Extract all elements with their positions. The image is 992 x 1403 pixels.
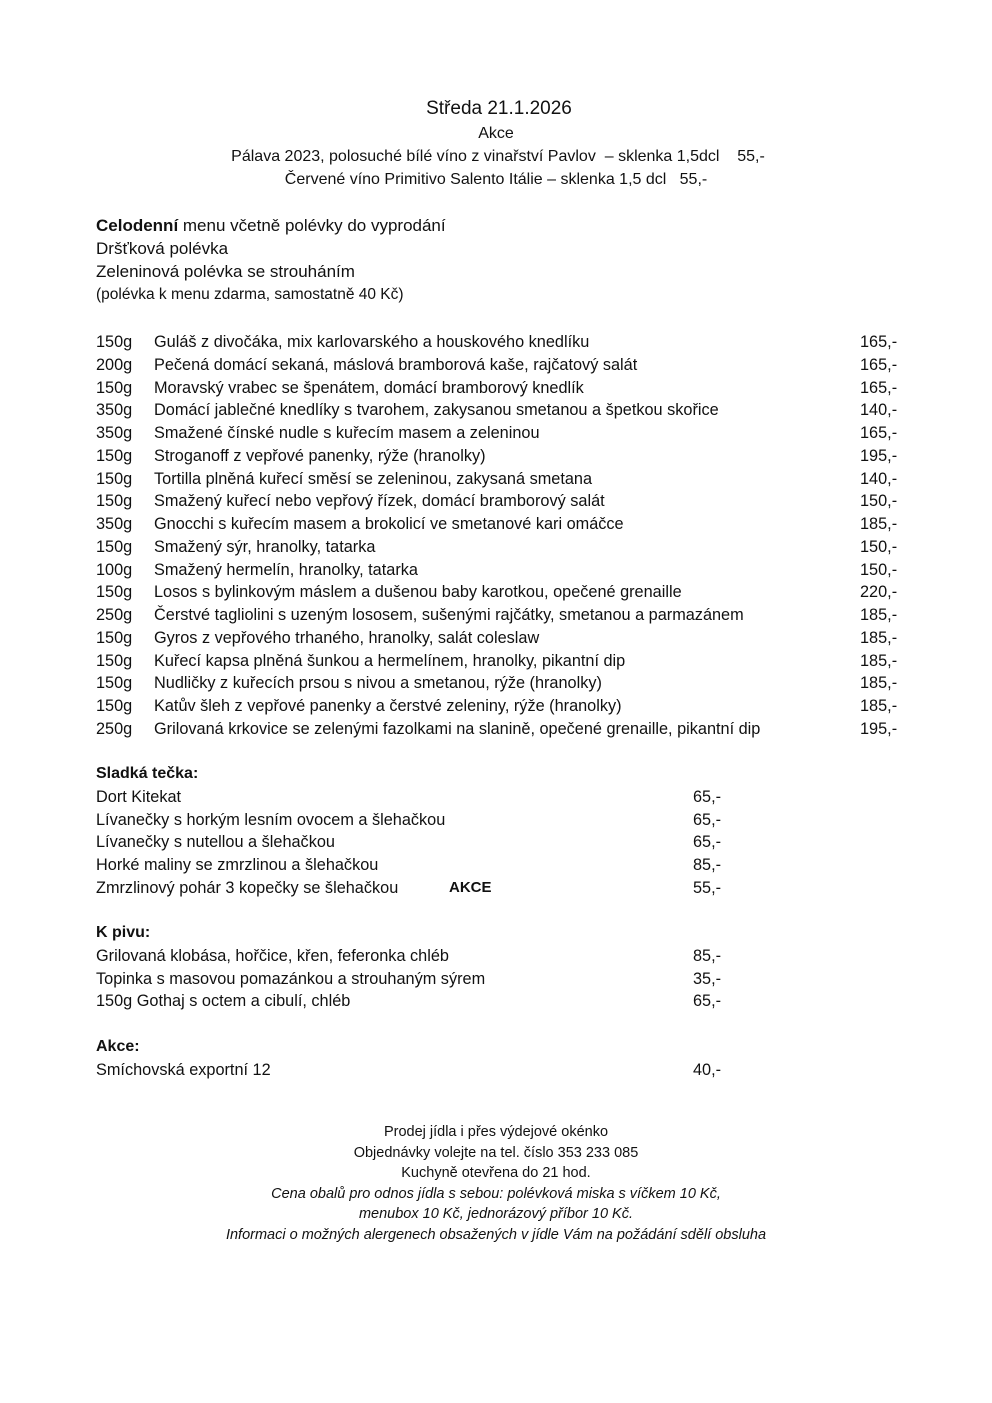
daily-menu-bold: Celodenní <box>96 216 179 235</box>
item-price: 150,- <box>860 560 898 579</box>
item-name: Nudličky z kuřecích prsou s nivou a smetanou, rýže (hranolky) <box>154 674 602 693</box>
item-price: 35,- <box>693 969 722 988</box>
item-name: Zmrzlinový pohár 3 kopečky se šlehačkou <box>96 878 399 897</box>
page-title: Středa 21.1.2026 <box>426 98 572 119</box>
item-name: Grilovaná klobása, hořčice, křen, feferonka chléb <box>96 946 449 965</box>
footer-allergens: Informaci o možných alergenech obsažených v jídle Vám na požádání sdělí obsluha <box>225 1226 767 1243</box>
item-price: 185,- <box>860 651 898 670</box>
item-name: Gyros z vepřového trhaného, hranolky, salát coleslaw <box>154 628 540 647</box>
item-weight: 150g <box>96 583 133 602</box>
menu-item-row <box>96 513 902 536</box>
item-price: 150,- <box>860 537 898 556</box>
item-price: 140,- <box>860 469 898 488</box>
sweets-item-row <box>96 831 736 854</box>
daily-menu-heading <box>96 214 446 237</box>
item-name: Čerstvé tagliolini s uzeným lososem, sušenými rajčátky, smetanou a parmazánem <box>154 606 744 624</box>
item-name: Tortilla plněná kuřecí směsí se zeleninou, zakysaná smetana <box>154 469 593 488</box>
item-name: Grilovaná krkovice se zelenými fazolkami na slanině, opečené grenaille, pikantní dip <box>154 719 761 738</box>
beer-snacks-title: K pivu: <box>96 924 151 941</box>
item-weight: 100g <box>96 560 133 579</box>
item-price: 65,- <box>693 992 722 1011</box>
item-price: 185,- <box>860 628 898 647</box>
item-price: 185,- <box>860 515 898 533</box>
promo-section <box>96 1036 736 1082</box>
footer-packaging: Cena obalů pro odnos jídla s sebou: polévková miska s víčkem 10 Kč, <box>271 1185 721 1202</box>
soup-note: (polévka k menu zdarma, samostatně 40 Kč) <box>96 286 404 303</box>
menu-item-row <box>96 650 902 673</box>
main-dishes-list <box>96 331 902 741</box>
item-price: 65,- <box>693 833 722 852</box>
menu-item-row <box>96 559 902 582</box>
item-price: 185,- <box>860 674 898 693</box>
item-price: 165,- <box>860 333 898 351</box>
item-name: Lívanečky s nutellou a šlehačkou <box>96 833 335 852</box>
item-price: 185,- <box>860 697 898 715</box>
item-weight: 150g <box>96 446 133 465</box>
item-weight: 150g <box>96 537 133 556</box>
menu-item-row <box>96 468 902 491</box>
beer-snacks-section <box>96 922 736 1013</box>
menu-item-row <box>96 445 902 468</box>
item-weight: 150g <box>96 469 133 488</box>
promo-title: Akce: <box>96 1038 140 1055</box>
item-name: Horké maliny se zmrzlinou a šlehačkou <box>96 856 379 874</box>
menu-item-row <box>96 399 902 422</box>
menu-item-row <box>96 331 902 354</box>
promo-item-row <box>96 1059 736 1082</box>
sweets-item-row <box>96 809 736 832</box>
item-weight: 150g <box>96 378 133 397</box>
menu-item-row <box>96 581 902 604</box>
item-price: 220,- <box>860 583 898 602</box>
item-name: 150g Gothaj s octem a cibulí, chléb <box>96 992 351 1011</box>
item-price: 195,- <box>860 446 898 465</box>
item-price: 40,- <box>693 1060 722 1079</box>
item-name: Pečená domácí sekaná, máslová bramborová kaše, rajčatový salát <box>154 355 638 374</box>
soup-section <box>96 214 446 306</box>
item-price: 195,- <box>860 719 898 738</box>
item-weight: 350g <box>96 401 133 420</box>
item-name: Smažený hermelín, hranolky, tatarka <box>154 560 418 579</box>
item-weight: 200g <box>96 355 133 374</box>
item-weight: 150g <box>96 492 133 511</box>
item-name: Lívanečky s horkým lesním ovocem a šlehačkou <box>96 810 446 829</box>
item-name: Smíchovská exportní 12 <box>96 1060 271 1079</box>
dessert-title: Sladká tečka: <box>96 765 199 782</box>
menu-item-row <box>96 377 902 400</box>
menu-header <box>0 96 992 191</box>
item-price: 165,- <box>860 424 898 442</box>
sweets-item-row <box>96 877 736 900</box>
item-weight: 150g <box>96 628 133 647</box>
item-price: 150,- <box>860 492 898 511</box>
item-name: Stroganoff z vepřové panenky, rýže (hranolky) <box>154 446 486 465</box>
menu-item-row <box>96 604 902 627</box>
soup-item: Dršťková polévka <box>96 239 229 258</box>
daily-menu-text: menu včetně polévky do vyprodání <box>178 216 446 235</box>
item-price: 165,- <box>860 378 898 397</box>
item-name: Smažený sýr, hranolky, tatarka <box>154 537 376 556</box>
item-weight: 150g <box>96 697 133 715</box>
menu-item-row <box>96 695 902 718</box>
item-name: Kuřecí kapsa plněná šunkou a hermelínem, hranolky, pikantní dip <box>154 651 626 670</box>
item-weight: 350g <box>96 515 133 533</box>
item-price: 65,- <box>693 810 722 829</box>
wine-offer-white: Pálava 2023, polosuché bílé víno z vinařství Pavlov – sklenka 1,5dcl 55,- <box>231 148 765 165</box>
item-price: 185,- <box>860 606 898 624</box>
item-price: 55,- <box>693 878 722 897</box>
item-weight: 350g <box>96 424 133 442</box>
sweets-item-row <box>96 786 736 809</box>
menu-item-row <box>96 536 902 559</box>
menu-item-row <box>96 490 902 513</box>
sweets-item-row <box>96 854 736 877</box>
soup-item: Zeleninová polévka se strouháním <box>96 262 355 281</box>
item-weight: 250g <box>96 606 133 624</box>
beer-item-row <box>96 990 736 1013</box>
item-price: 85,- <box>693 856 722 874</box>
item-name: Moravský vrabec se špenátem, domácí bramborový knedlík <box>154 378 584 397</box>
item-price: 65,- <box>693 787 722 806</box>
item-name: Smažené čínské nudle s kuřecím masem a zeleninou <box>154 424 540 442</box>
item-weight: 250g <box>96 719 133 738</box>
beer-item-row <box>96 968 736 991</box>
item-name: Guláš z divočáka, mix karlovarského a houskového knedlíku <box>154 333 590 351</box>
menu-item-row <box>96 672 902 695</box>
beer-item-row <box>96 945 736 968</box>
item-price: 140,- <box>860 401 898 420</box>
item-name: Topinka s masovou pomazánkou a strouhaným sýrem <box>96 969 486 988</box>
menu-item-row <box>96 354 902 377</box>
item-price: 165,- <box>860 355 898 374</box>
menu-item-row <box>96 422 902 445</box>
item-price: 85,- <box>693 946 722 965</box>
menu-item-row <box>96 627 902 650</box>
item-name: Gnocchi s kuřecím masem a brokolicí ve smetanové kari omáčce <box>154 515 624 533</box>
footer-hours: Kuchyně otevřena do 21 hod. <box>401 1165 591 1181</box>
promo-badge: AKCE <box>449 878 492 896</box>
item-name: Domácí jablečné knedlíky s tvarohem, zakysanou smetanou a špetkou skořice <box>154 401 719 420</box>
footer-packaging-2: menubox 10 Kč, jednorázový příbor 10 Kč. <box>358 1206 634 1222</box>
item-name: Smažený kuřecí nebo vepřový řízek, domácí bramborový salát <box>154 492 605 511</box>
item-name: Katův šleh z vepřové panenky a čerstvé zeleniny, rýže (hranolky) <box>154 697 622 715</box>
item-weight: 150g <box>96 651 133 670</box>
menu-footer <box>0 1122 992 1245</box>
footer-line: Prodej jídla i přes výdejové okénko <box>383 1124 609 1140</box>
item-weight: 150g <box>96 674 133 693</box>
footer-phone: Objednávky volejte na tel. číslo 353 233 085 <box>353 1144 639 1161</box>
dessert-section <box>96 763 736 900</box>
wine-offer-red: Červené víno Primitivo Salento Itálie – sklenka 1,5 dcl 55,- <box>284 171 708 188</box>
promo-subtitle: Akce <box>478 125 514 142</box>
item-name: Dort Kitekat <box>96 787 182 806</box>
menu-item-row <box>96 718 902 741</box>
item-weight: 150g <box>96 333 133 351</box>
item-name: Losos s bylinkovým máslem a dušenou baby karotkou, opečené grenaille <box>154 583 682 602</box>
